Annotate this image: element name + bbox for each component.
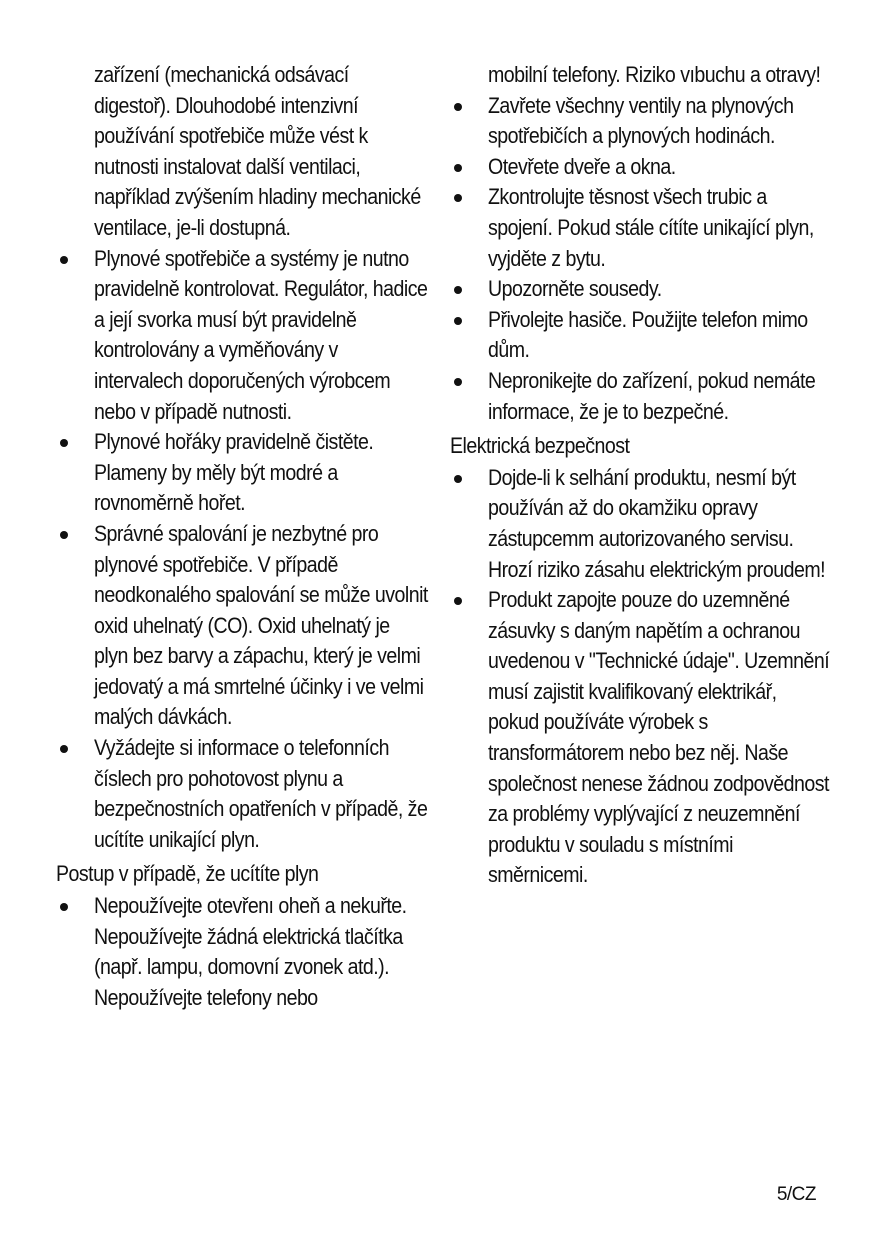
bullet-dot-icon xyxy=(454,103,462,111)
bullet-item: Správné spalování je nezbytné pro plynové spotřebiče. V případě neodkonalého spalování se může uvolnit oxid uhelnatý (CO). Oxid uhelnatý je plyn bez barvy a zápachu, který je velmi jedovatý a má smrtelné účinky i ve velmi malých dávkách. xyxy=(56,519,428,733)
bullet-item: Nepronikejte do zařízení, pokud nemáte informace, že je to bezpečné. xyxy=(450,366,830,427)
bullet-dot-icon xyxy=(60,439,68,447)
bullet-dot-icon xyxy=(454,286,462,294)
section-heading: Elektrická bezpečnost xyxy=(450,433,630,459)
page-number: 5/CZ xyxy=(776,1184,816,1205)
bullet-item: Upozorněte sousedy. xyxy=(450,274,830,305)
bullet-item: Zkontrolujte těsnost všech trubic a spojení. Pokud stále cítíte unikající plyn, vyjděte z bytu. xyxy=(450,182,830,274)
continuation-text: mobilní telefony. Riziko vıbuchu a otravy! xyxy=(488,62,821,87)
bullet-item: Produkt zapojte pouze do uzemněné zásuvky s daným napětím a ochranou uvedenou v "Technické údaje". Uzemnění musí zajistit kvalifikovaný elektrikář, pokud používáte výrobek s transformátorem nebo bez něj. Naše společnost nenese žádnou zodpovědnost za problémy vyplývající z neuzemnění produktu v souladu s místními směrnicemi. xyxy=(450,585,830,891)
bullet-dot-icon xyxy=(60,256,68,264)
bullet-dot-icon xyxy=(454,475,462,483)
section-heading: Postup v případě, že ucítíte plyn xyxy=(56,861,319,887)
bullet-dot-icon xyxy=(454,597,462,605)
bullet-item: Plynové hořáky pravidelně čistěte. Plameny by měly být modré a rovnoměrně hořet. xyxy=(56,427,428,519)
bullet-item: Přivolejte hasiče. Použijte telefon mimo dům. xyxy=(450,305,830,366)
continuation-text: zařízení (mechanická odsávací digestoř). Dlouhodobé intenzivní používání spotřebiče může vést k nutnosti instalovat další ventilaci, například zvýšením hladiny mechanické ventilace, je-li dostupná. xyxy=(94,62,421,240)
bullet-item: Vyžádejte si informace o telefonních číslech pro pohotovost plynu a bezpečnostních opatřeních v případě, že ucítíte unikající plyn. xyxy=(56,733,428,855)
bullet-item: Plynové spotřebiče a systémy je nutno pravidelně kontrolovat. Regulátor, hadice a její svorka musí být pravidelně kontrolovány a vyměňovány v intervalech doporučených výrobcem nebo v případě nutnosti. xyxy=(56,244,428,428)
bullet-dot-icon xyxy=(454,164,462,172)
bullet-item: Dojde-li k selhání produktu, nesmí být používán až do okamžiku opravy zástupcemm autorizovaného servisu. Hrozí riziko zásahu elektrickým proudem! xyxy=(450,463,830,585)
right-column xyxy=(450,60,830,891)
bullet-item: Zavřete všechny ventily na plynových spotřebičích a plynových hodinách. xyxy=(450,91,830,152)
bullet-dot-icon xyxy=(60,903,68,911)
bullet-dot-icon xyxy=(454,194,462,202)
bullet-dot-icon xyxy=(60,531,68,539)
bullet-dot-icon xyxy=(60,745,68,753)
bullet-dot-icon xyxy=(454,378,462,386)
bullet-item: Nepoužívejte otevřenı oheň a nekuřte. Nepoužívejte žádná elektrická tlačítka (např. lampu, domovní zvonek atd.). Nepoužívejte telefony nebo xyxy=(56,891,428,1013)
bullet-dot-icon xyxy=(454,317,462,325)
bullet-item: Otevřete dveře a okna. xyxy=(450,152,830,183)
left-column xyxy=(56,60,428,1013)
